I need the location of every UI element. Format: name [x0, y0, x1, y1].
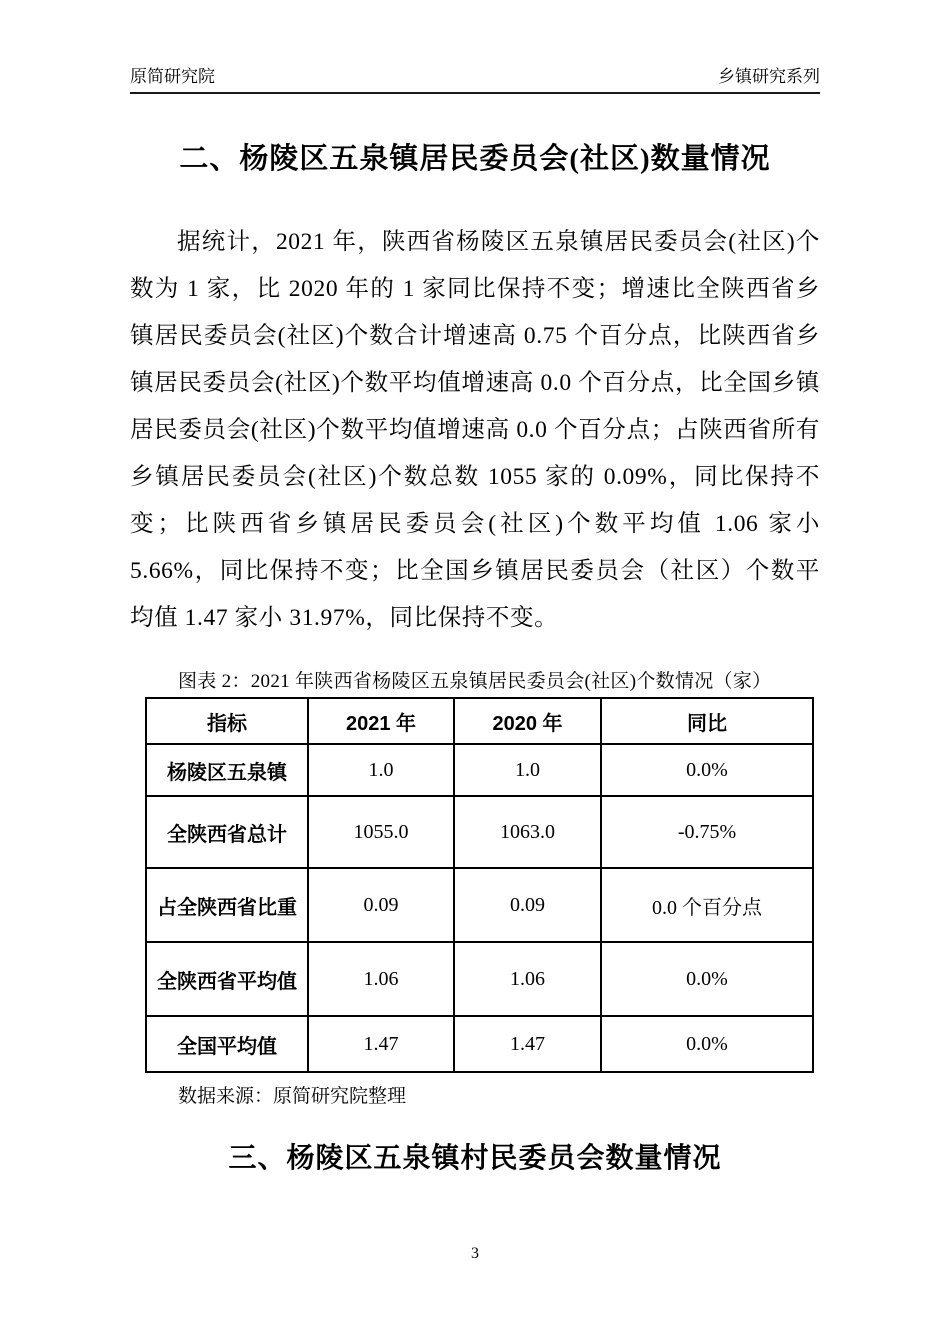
cell-yoy: 0.0 个百分点 [601, 868, 813, 942]
table-row [146, 1016, 813, 1072]
cell-yoy: -0.75% [601, 796, 813, 868]
col-header-yoy: 同比 [601, 698, 813, 744]
table-caption: 图表 2：2021 年陕西省杨陵区五泉镇居民委员会(社区)个数情况（家） [178, 671, 772, 692]
cell-yoy: 0.0% [601, 744, 813, 796]
cell-2020: 1063.0 [454, 796, 601, 868]
running-head-right: 乡镇研究系列 [718, 67, 820, 86]
section2-paragraph: 据统计，2021 年，陕西省杨陵区五泉镇居民委员会(社区)个数为 1 家，比 2020 年的 1 家同比保持不变；增速比全陕西省乡镇居民委员会(社区)个数合计增速高 0.75 个百分点，比陕西省乡镇居民委员会(社区)个数平均值增速高 0.0 个百分点，比全国乡镇居民委员会(社区)个数平均值增速高 0.0 个百分点；占陕西省所有乡镇居民委员会(社区)个数总数 1055 家的 0.09%，同比保持不变；比陕西省乡镇居民委员会(社区)个数平均值 1.06 家小 5.66%，同比保持不变；比全国乡镇居民委员会（社区）个数平均值 1.47 家小 31.97%，同比保持不变。 [130, 229, 820, 631]
table-row [146, 744, 813, 796]
row-label: 全陕西省总计 [146, 796, 308, 868]
col-header-2021: 2021 年 [308, 698, 454, 744]
cell-yoy: 0.0% [601, 1016, 813, 1072]
cell-2020: 1.47 [454, 1016, 601, 1072]
table-row [146, 868, 813, 942]
col-header-2020: 2020 年 [454, 698, 601, 744]
table-header-row [146, 698, 813, 744]
row-label: 全国平均值 [146, 1016, 308, 1072]
data-table [145, 697, 814, 1073]
running-head-left: 原简研究院 [130, 67, 215, 86]
section3-title: 三、杨陵区五泉镇村民委员会数量情况 [228, 1143, 722, 1174]
cell-2021: 1.06 [308, 942, 454, 1016]
cell-yoy: 0.0% [601, 942, 813, 1016]
table-row [146, 942, 813, 1016]
section2-title: 二、杨陵区五泉镇居民委员会(社区)数量情况 [179, 143, 771, 175]
table-row [146, 796, 813, 868]
cell-2020: 1.06 [454, 942, 601, 1016]
row-label: 占全陕西省比重 [146, 868, 308, 942]
cell-2020: 0.09 [454, 868, 601, 942]
cell-2021: 1055.0 [308, 796, 454, 868]
row-label: 全陕西省平均值 [146, 942, 308, 1016]
cell-2021: 1.0 [308, 744, 454, 796]
running-head [130, 62, 820, 94]
table-source-note: 数据来源：原简研究院整理 [178, 1086, 407, 1107]
cell-2020: 1.0 [454, 744, 601, 796]
row-label: 杨陵区五泉镇 [146, 744, 308, 796]
col-header-indicator: 指标 [146, 698, 308, 744]
cell-2021: 1.47 [308, 1016, 454, 1072]
page-number: 3 [471, 1245, 479, 1262]
cell-2021: 0.09 [308, 868, 454, 942]
